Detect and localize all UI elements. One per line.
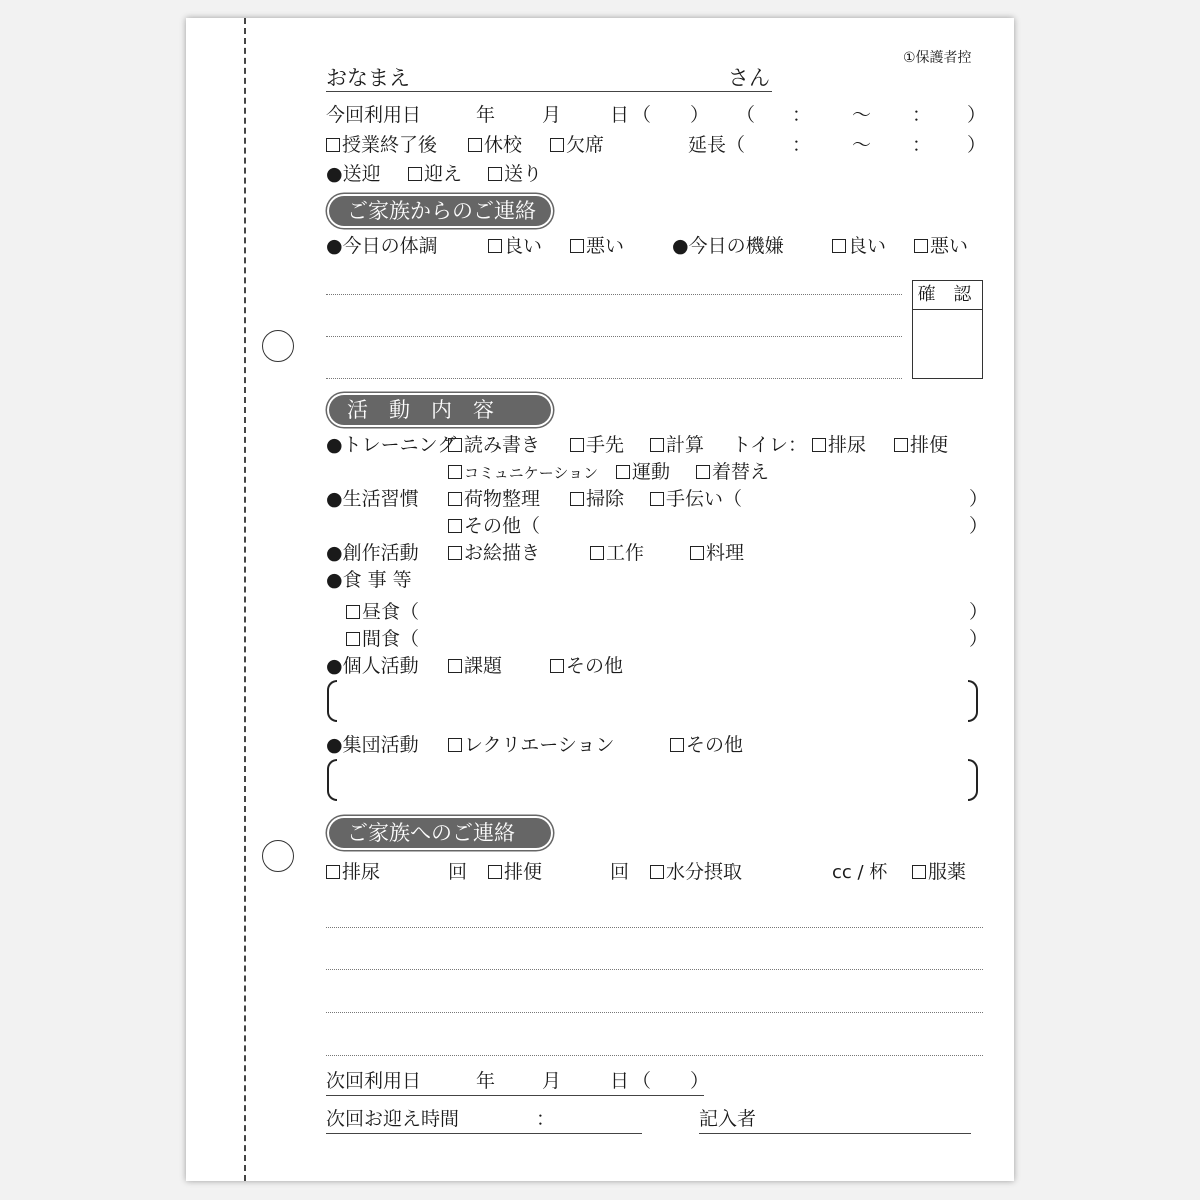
meal-label: ●食 事 等: [326, 569, 412, 591]
craft-option[interactable]: 工作: [590, 544, 644, 563]
lunch-checkbox[interactable]: [346, 605, 360, 619]
note-line[interactable]: [326, 336, 902, 337]
water-checkbox[interactable]: [650, 865, 664, 879]
mood-bad-checkbox[interactable]: [914, 239, 928, 253]
note-line[interactable]: [326, 927, 983, 928]
next-weekday-close-paren: ）: [690, 1070, 710, 1092]
life-habits-label: ●生活習慣: [326, 488, 419, 510]
group-left-bracket: [327, 759, 337, 801]
name-suffix: さん: [728, 66, 770, 90]
section-header-from-family: ご家族からのご連絡: [327, 194, 553, 228]
organizing-checkbox[interactable]: [448, 492, 462, 506]
school-closed-option[interactable]: 休校: [468, 136, 522, 155]
next-month-label: 月: [542, 1070, 562, 1092]
craft-checkbox[interactable]: [590, 546, 604, 560]
recreation-checkbox[interactable]: [448, 738, 462, 752]
note-line[interactable]: [326, 1012, 983, 1013]
training-urine-option[interactable]: 排尿: [812, 436, 866, 455]
stool-times-label: 回: [610, 861, 630, 883]
time-tilde: ～: [852, 104, 872, 126]
urine-times-label: 回: [448, 861, 468, 883]
confirm-box[interactable]: [912, 280, 983, 379]
name-field[interactable]: [326, 91, 772, 92]
use-date-label: 今回利用日: [326, 104, 422, 126]
section-header-activity: 活 動 内 容: [327, 393, 553, 427]
copy-label: ①保護者控: [903, 50, 972, 66]
fingers-checkbox[interactable]: [570, 438, 584, 452]
after-school-option[interactable]: 授業終了後: [326, 136, 437, 155]
time-colon-2: ：: [912, 104, 932, 126]
condition-good-option[interactable]: 良い: [488, 237, 542, 256]
organizing-option[interactable]: 荷物整理: [448, 490, 540, 509]
calc-checkbox[interactable]: [650, 438, 664, 452]
time-open-paren: （: [736, 104, 756, 126]
training-stool-option[interactable]: 排便: [894, 436, 948, 455]
reading-writing-checkbox[interactable]: [448, 438, 462, 452]
snack-checkbox[interactable]: [346, 632, 360, 646]
weekday-open-paren: （: [632, 104, 652, 126]
cooking-checkbox[interactable]: [690, 546, 704, 560]
helping-checkbox[interactable]: [650, 492, 664, 506]
creative-label: ●創作活動: [326, 542, 419, 564]
cleaning-checkbox[interactable]: [570, 492, 584, 506]
note-line[interactable]: [326, 378, 902, 379]
water-option[interactable]: 水分摂取: [650, 863, 742, 882]
helping-close-paren: ）: [969, 488, 989, 510]
pickup-option[interactable]: 迎え: [408, 165, 462, 184]
individual-left-bracket: [327, 680, 337, 722]
individual-other-option[interactable]: その他: [550, 657, 623, 676]
cc-cup-label: cc / 杯: [832, 862, 888, 883]
year-label: 年: [476, 104, 496, 126]
condition-good-checkbox[interactable]: [488, 239, 502, 253]
helping-option[interactable]: 手伝い（: [650, 490, 742, 509]
writer-label: 記入者: [699, 1108, 757, 1130]
ext-tilde: ～: [852, 134, 872, 156]
urine-checkbox[interactable]: [326, 865, 340, 879]
mood-label: ●今日の機嫌: [672, 235, 784, 257]
stool-option[interactable]: 排便: [488, 863, 542, 882]
next-day-label: 日: [610, 1070, 630, 1092]
pickup-checkbox[interactable]: [408, 167, 422, 181]
absent-option[interactable]: 欠席: [550, 136, 604, 155]
stool-checkbox[interactable]: [488, 865, 502, 879]
mood-good-option[interactable]: 良い: [832, 237, 886, 256]
individual-other-checkbox[interactable]: [550, 659, 564, 673]
next-weekday-open-paren: （: [632, 1070, 652, 1092]
section-header-to-family: ご家族へのご連絡: [327, 816, 553, 850]
next-pickup-field[interactable]: [326, 1133, 642, 1134]
changing-checkbox[interactable]: [696, 465, 710, 479]
cooking-option[interactable]: 料理: [690, 544, 744, 563]
snack-close-paren: ）: [969, 628, 989, 650]
time-close-paren: ）: [967, 104, 987, 126]
writer-field[interactable]: [699, 1133, 971, 1134]
medicine-checkbox[interactable]: [912, 865, 926, 879]
cleaning-option[interactable]: 掃除: [570, 490, 624, 509]
exercise-option[interactable]: 運動: [616, 463, 670, 482]
group-other-checkbox[interactable]: [670, 738, 684, 752]
next-date-field[interactable]: [326, 1095, 704, 1096]
ext-close-paren: ）: [967, 134, 987, 156]
next-pickup-label: 次回お迎え時間: [326, 1108, 460, 1130]
reading-writing-option[interactable]: 読み書き: [448, 436, 540, 455]
task-checkbox[interactable]: [448, 659, 462, 673]
communication-option[interactable]: コミュニケーション: [448, 463, 598, 482]
individual-label: ●個人活動: [326, 655, 419, 677]
name-label: おなまえ: [326, 66, 410, 90]
toilet-label: トイレ：: [732, 434, 808, 456]
absent-checkbox[interactable]: [550, 138, 564, 152]
life-other-checkbox[interactable]: [448, 519, 462, 533]
weekday-close-paren: ）: [690, 104, 710, 126]
next-date-label: 次回利用日: [326, 1070, 422, 1092]
dropoff-checkbox[interactable]: [488, 167, 502, 181]
ext-colon-2: ：: [912, 134, 932, 156]
group-right-bracket: [968, 759, 978, 801]
group-label: ●集団活動: [326, 734, 419, 756]
drawing-checkbox[interactable]: [448, 546, 462, 560]
binder-hole-top: [262, 330, 294, 362]
condition-label: ●今日の体調: [326, 235, 438, 257]
training-label: ●トレーニング: [326, 434, 457, 456]
condition-bad-checkbox[interactable]: [570, 239, 584, 253]
next-pickup-colon: ：: [536, 1108, 556, 1130]
month-label: 月: [542, 104, 562, 126]
group-other-option[interactable]: その他: [670, 736, 743, 755]
medicine-option[interactable]: 服薬: [912, 863, 966, 882]
extension-label: 延長（: [688, 134, 746, 156]
calc-option[interactable]: 計算: [650, 436, 704, 455]
school-closed-checkbox[interactable]: [468, 138, 482, 152]
training-urine-checkbox[interactable]: [812, 438, 826, 452]
changing-option[interactable]: 着替え: [696, 463, 769, 482]
mood-good-checkbox[interactable]: [832, 239, 846, 253]
transport-label: ●送迎: [326, 163, 381, 185]
recreation-option[interactable]: レクリエーション: [448, 736, 614, 755]
training-stool-checkbox[interactable]: [894, 438, 908, 452]
task-option[interactable]: 課題: [448, 657, 502, 676]
condition-bad-option[interactable]: 悪い: [570, 237, 624, 256]
lunch-option[interactable]: 昼食（: [346, 603, 419, 622]
urine-option[interactable]: 排尿: [326, 863, 380, 882]
life-other-option[interactable]: その他（: [448, 517, 540, 536]
after-school-checkbox[interactable]: [326, 138, 340, 152]
exercise-checkbox[interactable]: [616, 465, 630, 479]
confirm-label: 確 認: [913, 281, 982, 310]
lunch-close-paren: ）: [969, 601, 989, 623]
mood-bad-option[interactable]: 悪い: [914, 237, 968, 256]
note-line[interactable]: [326, 1055, 983, 1056]
note-line[interactable]: [326, 294, 902, 295]
drawing-option[interactable]: お絵描き: [448, 544, 540, 563]
binder-hole-bottom: [262, 840, 294, 872]
day-label: 日: [610, 104, 630, 126]
perforation-line: [244, 18, 246, 1181]
form-sheet: [186, 18, 1014, 1181]
note-line[interactable]: [326, 969, 983, 970]
fingers-option[interactable]: 手先: [570, 436, 624, 455]
life-other-close-paren: ）: [969, 515, 989, 537]
individual-right-bracket: [968, 680, 978, 722]
ext-colon-1: ：: [792, 134, 812, 156]
snack-option[interactable]: 間食（: [346, 630, 419, 649]
next-year-label: 年: [476, 1070, 496, 1092]
time-colon-1: ：: [792, 104, 812, 126]
communication-checkbox[interactable]: [448, 465, 462, 479]
dropoff-option[interactable]: 送り: [488, 165, 542, 184]
